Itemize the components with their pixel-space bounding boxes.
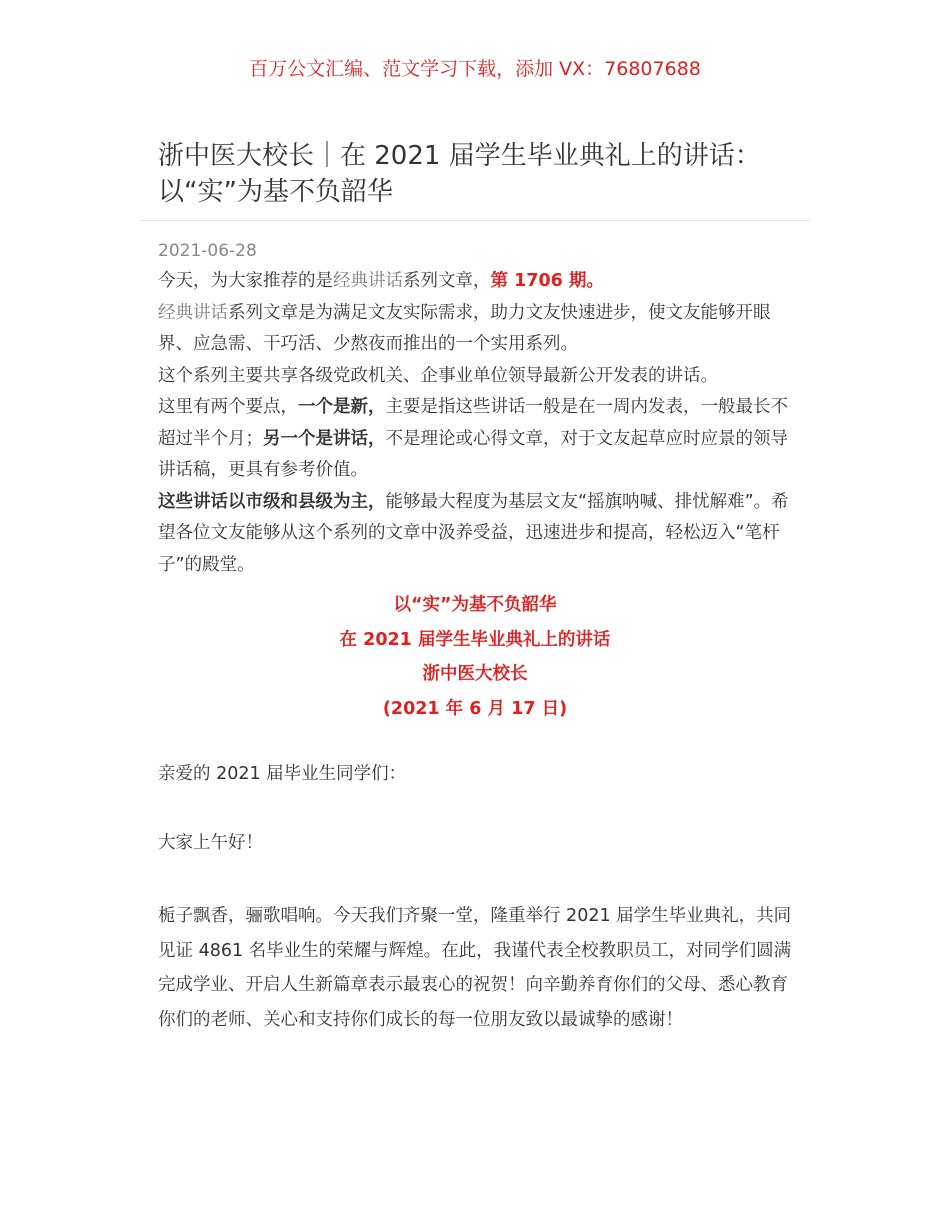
title-divider	[140, 220, 810, 221]
intro-p5-text-b: 能够最大程度为基层文友“摇旗呐喊、排忧解难”。希望各位文友能够从这个系列的文章中汲养受益，迅速进步和提高，轻松迈入“笔杆子”的殿堂。	[158, 491, 789, 575]
intro-paragraph-3: 这个系列主要共享各级党政机关、企事业单位领导最新公开发表的讲话。	[158, 365, 718, 386]
intro-p2-text-b: 系列文章是为满足文友实际需求，助力文友快速进步，使文友能够开眼界、应急需、干巧活、少熬夜而推出的一个实用系列。	[158, 302, 771, 354]
article-title-line-1: 浙中医大校长｜在 2021 届学生毕业典礼上的讲话：	[158, 141, 761, 171]
intro-p1-text-a: 今天，为大家推荐的是	[158, 271, 333, 291]
intro-paragraph-5	[158, 487, 794, 582]
intro-p1-text-c: 系列文章，	[403, 271, 491, 291]
body-paragraph-1: 栀子飘香，骊歌唱响。今天我们齐聚一堂，隆重举行 2021 届学生毕业典礼，共同见证 4861 名毕业生的荣耀与辉煌。在此，我谨代表全校教职员工，对同学们圆满完成学业、开启人生新篇章表示最衷心的祝贺！向辛勤养育你们的父母、悉心教育你们的老师、关心和支持你们成长的每一位朋友致以最诚挚的感谢！	[158, 906, 792, 1030]
article-title-line-2: 以“实”为基不负韶华	[158, 177, 393, 207]
promo-banner: 百万公文汇编、范文学习下载，添加 VX：76807688	[249, 58, 701, 80]
intro-p4-text-c: 主要是指这些讲话一般是在一周内发表，一般最长不超过半个月；	[158, 397, 788, 449]
intro-section	[158, 266, 794, 581]
speech-title: 以“实”为基不负韶华	[393, 595, 557, 615]
intro-paragraph-1	[158, 266, 794, 298]
point-two-label: 另一个是讲话，	[263, 428, 386, 449]
level-emphasis: 这些讲话以市级和县级为主，	[158, 491, 386, 512]
intro-p4-text-e: 不是理论或心得文章，对于文友起草应时应景的领导讲话稿，更具有参考价值。	[158, 428, 788, 480]
speech-header	[0, 588, 950, 726]
intro-paragraph-4	[158, 392, 794, 487]
speech-speaker: 浙中医大校长	[422, 664, 528, 684]
article-title	[158, 138, 798, 210]
series-name: 经典讲话	[333, 271, 403, 291]
point-one-label: 一个是新，	[298, 397, 386, 417]
speech-subtitle: 在 2021 届学生毕业典礼上的讲话	[339, 629, 611, 650]
intro-paragraph-2	[158, 298, 794, 361]
issue-number: 第 1706 期。	[490, 271, 604, 291]
series-name: 经典讲话	[158, 302, 228, 323]
salutation: 亲爱的 2021 届毕业生同学们：	[158, 764, 407, 784]
greeting: 大家上午好！	[158, 833, 263, 853]
publish-date: 2021-06-28	[158, 241, 257, 261]
speech-date: (2021 年 6 月 17 日)	[382, 698, 568, 719]
intro-p4-text-a: 这里有两个要点，	[158, 397, 298, 417]
